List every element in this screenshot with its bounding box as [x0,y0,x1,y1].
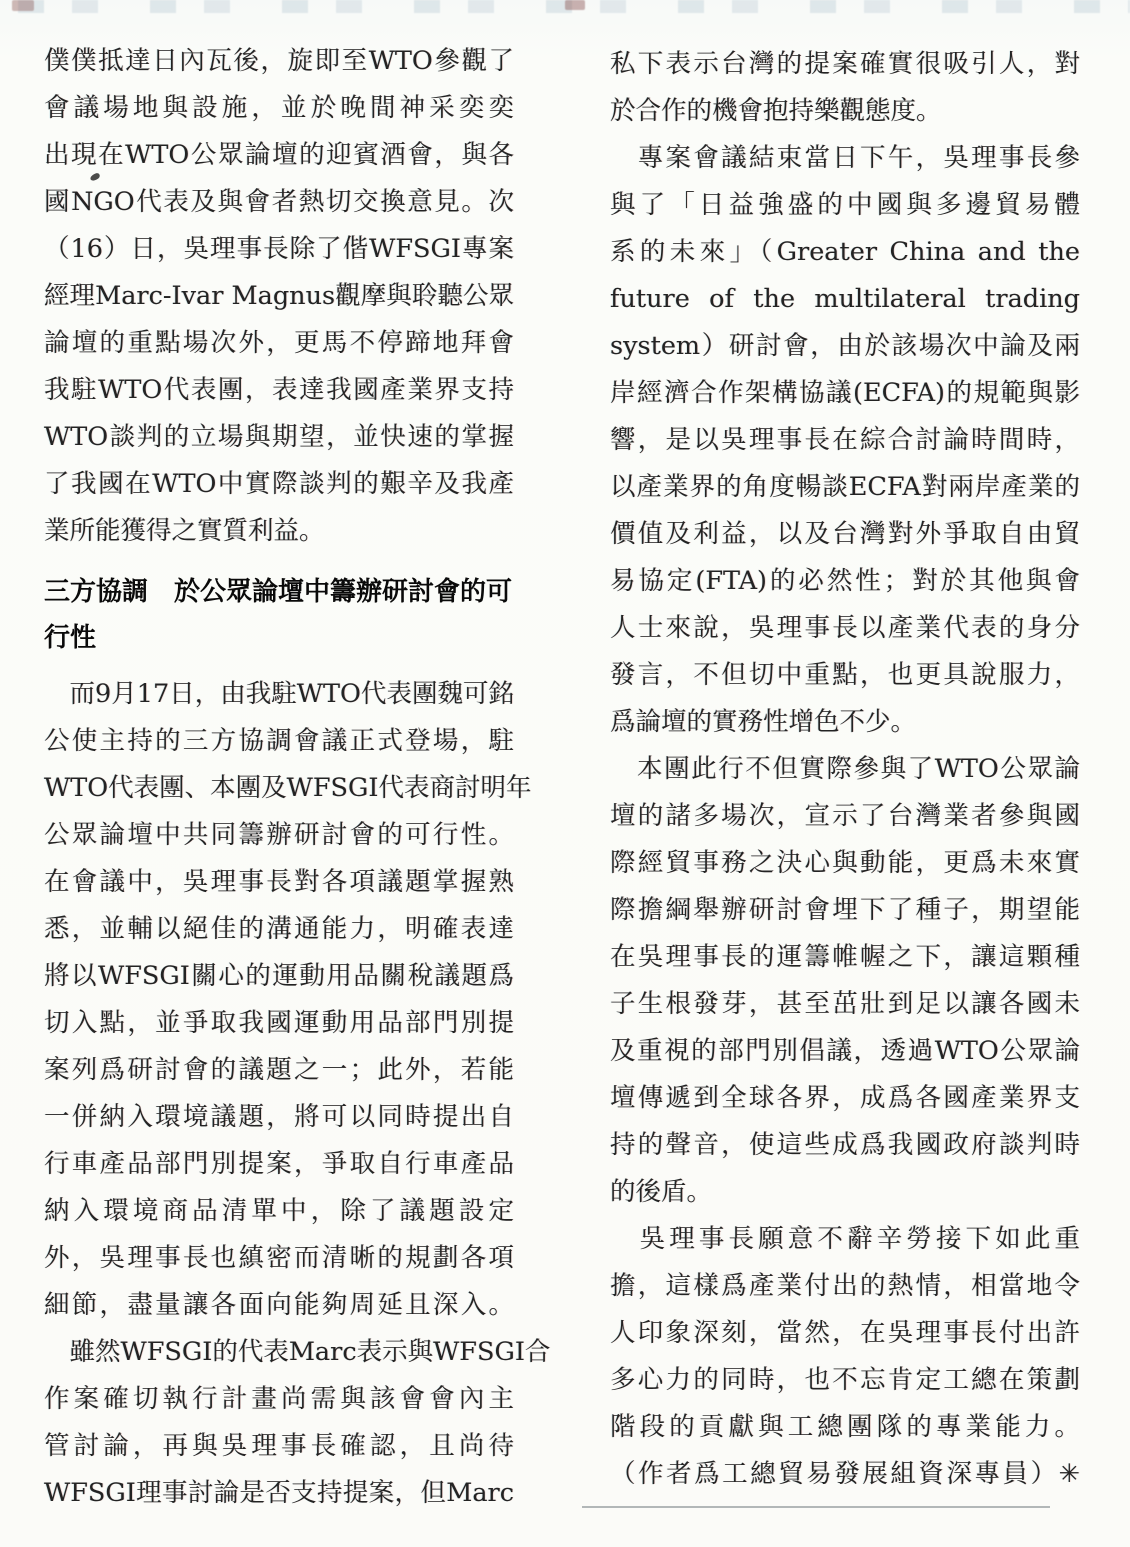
paragraph [610,1216,1080,1451]
body-line: 際擔綱舉辦研討會埋下了種子，期望能 [610,895,1080,925]
body-line: 爲論壇的實務性增色不少。 [610,707,917,737]
body-line: 切入點，並爭取我國運動用品部門別提 [44,1008,514,1038]
body-line: 人士來說，吳理事長以產業代表的身分 [610,613,1080,643]
body-line: 出現在WTO公眾論壇的迎賓酒會，與各 [44,140,514,170]
body-line: 擔，這樣爲產業付出的熱情，相當地令 [610,1271,1080,1301]
body-line: 雖然WFSGI的代表Marc表示與WFSGI合 [44,1337,551,1367]
body-line: WTO代表團、本團及WFSGI代表商討明年 [44,773,532,803]
body-line: 納入環境商品清單中，除了議題設定 [44,1196,514,1226]
column-left [44,38,551,1517]
body-line: 以產業界的角度暢談ECFA對兩岸產業的 [610,472,1080,502]
body-line: 細節，盡量讓各面向能夠周延且深入。 [44,1290,514,1320]
paragraph [610,1451,1080,1498]
body-line: 本團此行不但實際參與了WTO公眾論 [610,754,1080,784]
body-line: 一併納入環境議題，將可以同時提出自 [44,1102,514,1132]
body-line: 子生根發芽，甚至茁壯到足以讓各國未 [610,989,1080,1019]
body-line: 價值及利益，以及台灣對外爭取自由貿 [610,519,1080,549]
body-line: 發言，不但切中重點，也更具說服力， [610,660,1080,690]
body-line: 國NGO代表及與會者熱切交換意見。次 [44,187,514,217]
heading-line: 行性 [44,623,97,653]
footer-rule [582,1506,1050,1508]
body-line: 私下表示台灣的提案確實很吸引人，對 [610,49,1080,79]
body-line: future of the multilateral trading [610,284,1080,314]
body-line: 在會議中，吳理事長對各項議題掌握熟 [44,867,514,897]
body-line: 岸經濟合作架構協議(ECFA)的規範與影 [610,378,1080,408]
body-line: 論壇的重點場次外，更馬不停蹄地拜會 [44,328,514,358]
paragraph [44,1329,551,1517]
paragraph [610,135,1080,746]
body-line: 人印象深刻，當然，在吳理事長付出許 [610,1318,1080,1348]
body-line: WTO談判的立場與期望，並快速的掌握 [44,422,514,452]
body-line: 會議場地與設施，並於晚間神采奕奕 [44,93,514,123]
body-line: 公眾論壇中共同籌辦研討會的可行性。 [44,820,514,850]
paragraph [44,671,532,1329]
body-line: 持的聲音，使這些成爲我國政府談判時 [610,1130,1080,1160]
body-line: 業所能獲得之實質利益。 [44,516,325,546]
body-line: 在吳理事長的運籌帷幄之下，讓這顆種 [610,942,1080,972]
body-line: WFSGI理事討論是否支持提案，但Marc [44,1478,514,1508]
scan-edge-fragments [0,0,1130,13]
body-line: 壇的諸多場次，宣示了台灣業者參與國 [610,801,1080,831]
body-line: 多心力的同時，也不忘肯定工總在策劃 [610,1365,1080,1395]
body-line: 專案會議結束當日下午，吳理事長參 [610,143,1080,173]
body-line: 了我國在WTO中實際談判的艱辛及我產 [44,469,514,499]
body-line: 行車產品部門別提案，爭取自行車產品 [44,1149,514,1179]
body-line: 吳理事長願意不辭辛勞接下如此重 [610,1224,1080,1254]
body-line: 公使主持的三方協調會議正式登場，駐 [44,726,514,756]
paragraph [610,746,1080,1216]
body-line: 經理Marc-Ivar Magnus觀摩與聆聽公眾 [44,281,514,311]
body-line: 壇傳遞到全球各界，成爲各國產業界支 [610,1083,1080,1113]
body-line: 案列爲研討會的議題之一；此外，若能 [44,1055,514,1085]
body-line: 響，是以吳理事長在綜合討論時間時， [610,425,1080,455]
body-line: 於合作的機會抱持樂觀態度。 [610,96,942,126]
body-line: 作案確切執行計畫尚需與該會會內主 [44,1384,514,1414]
body-line: 際經貿事務之決心與動能，更爲未來實 [610,848,1080,878]
paragraph [44,38,514,555]
body-line: 與了「日益強盛的中國與多邊貿易體 [610,190,1080,220]
body-line: system）研討會，由於該場次中論及兩 [610,331,1080,361]
body-line: 悉，並輔以絕佳的溝通能力，明確表達 [44,914,514,944]
body-line: 系的未來」（Greater China and the [610,237,1080,267]
body-line: 而9月17日，由我駐WTO代表團魏可銘 [44,679,514,709]
heading-line: 三方協調 於公眾論壇中籌辦研討會的可 [44,577,513,607]
body-line: （作者爲工總貿易發展組資深專員）✳ [610,1459,1080,1489]
body-line: （16）日，吳理事長除了偕WFSGI專案 [44,234,514,264]
body-line: 我駐WTO代表團，表達我國產業界支持 [44,375,514,405]
column-right [610,41,1080,1498]
body-line: 將以WFSGI關心的運動用品關稅議題爲 [44,961,514,991]
section-heading [44,569,514,661]
body-line: 階段的貢獻與工總團隊的專業能力。 [610,1412,1080,1442]
body-line: 僕僕抵達日內瓦後，旋即至WTO參觀了 [44,46,514,76]
body-line: 的後盾。 [610,1177,713,1207]
paragraph [610,41,1080,135]
body-line: 及重視的部門別倡議，透過WTO公眾論 [610,1036,1080,1066]
body-line: 易協定(FTA)的必然性；對於其他與會 [610,566,1080,596]
body-line: 外，吳理事長也縝密而清晰的規劃各項 [44,1243,514,1273]
body-line: 管討論，再與吳理事長確認，且尚待 [44,1431,514,1461]
